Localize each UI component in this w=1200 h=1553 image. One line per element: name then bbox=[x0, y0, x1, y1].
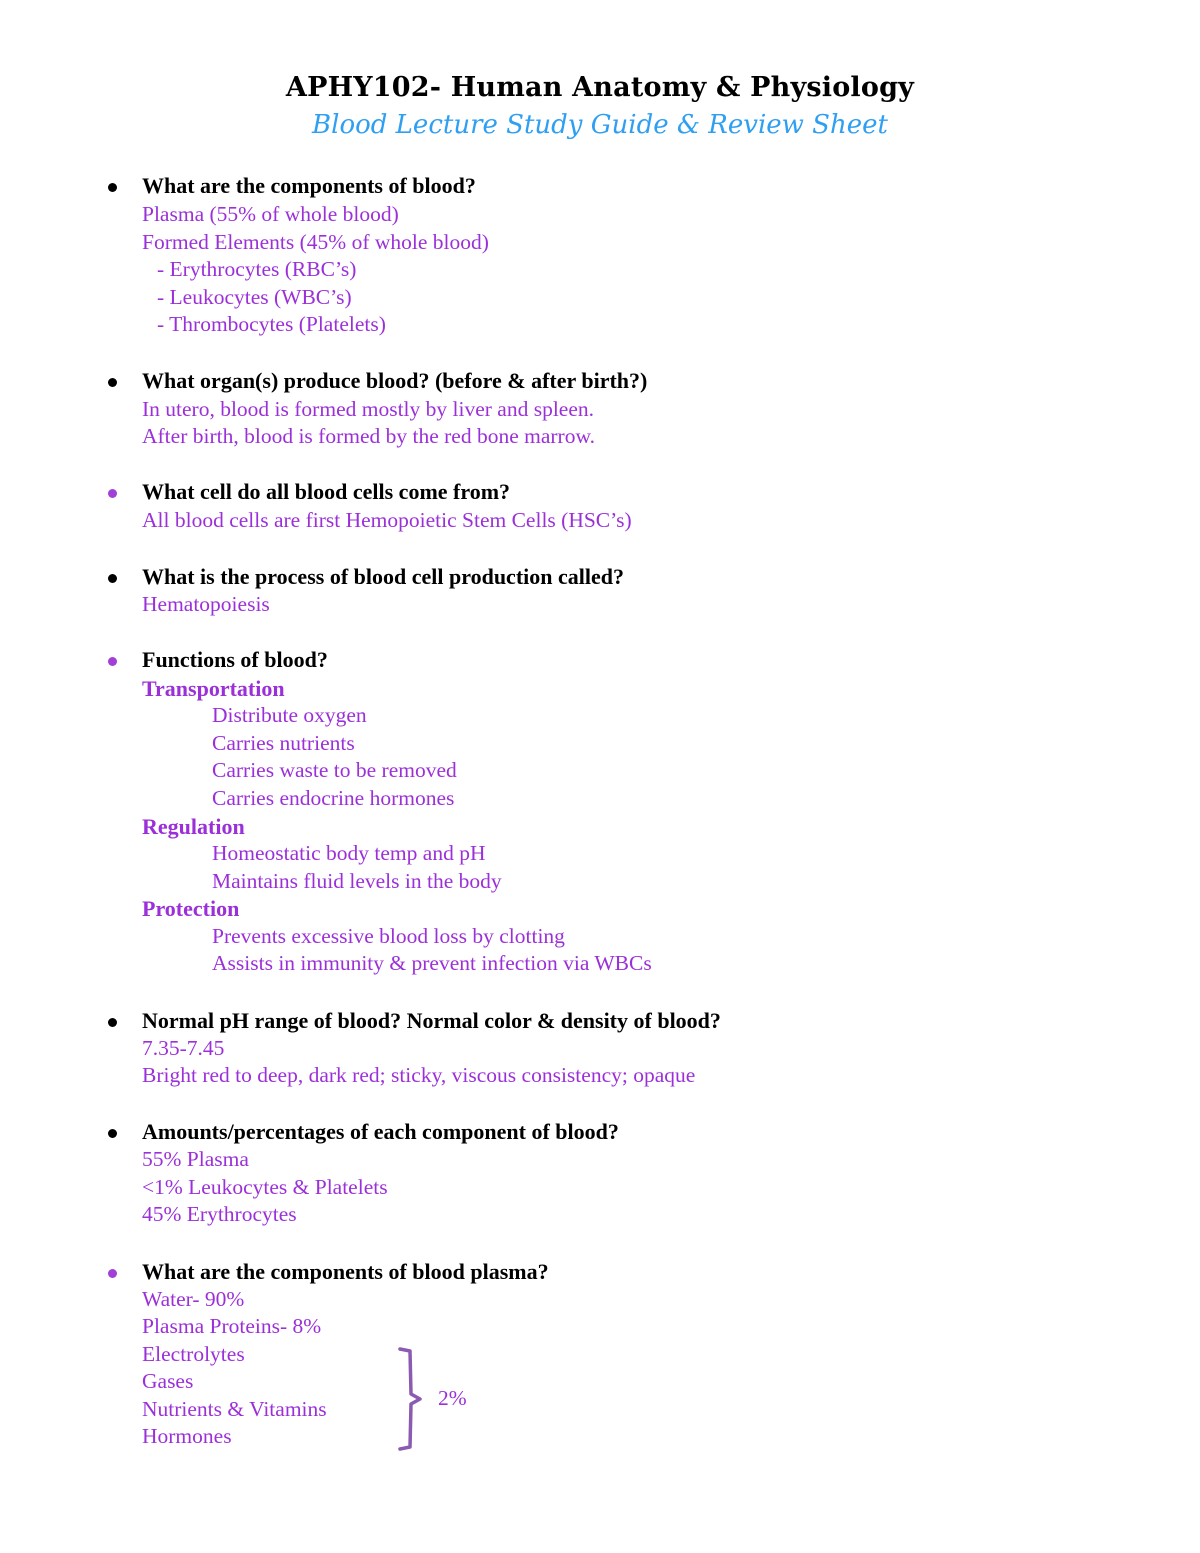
answer-line: Gases bbox=[142, 1369, 194, 1393]
bullet-icon bbox=[108, 183, 117, 192]
function-heading-protection: Protection bbox=[142, 896, 240, 921]
answer-line: In utero, blood is formed mostly by liver and spleen. bbox=[142, 397, 595, 421]
bullet-icon bbox=[108, 1269, 117, 1278]
question-2: What organ(s) produce blood? (before & after birth?) bbox=[142, 368, 648, 393]
answer-line: Carries endocrine hormones bbox=[212, 786, 455, 810]
bullet-icon bbox=[108, 574, 117, 583]
page-subtitle: Blood Lecture Study Guide & Review Sheet bbox=[312, 110, 888, 140]
answer-line: After birth, blood is formed by the red bone marrow. bbox=[142, 424, 595, 448]
answer-line: Carries nutrients bbox=[212, 731, 355, 755]
bullet-icon bbox=[108, 489, 117, 498]
answer-line: Maintains fluid levels in the body bbox=[212, 869, 502, 893]
answer-line: 7.35-7.45 bbox=[142, 1036, 225, 1060]
answer-line: - Thrombocytes (Platelets) bbox=[157, 312, 386, 336]
answer-line: Water- 90% bbox=[142, 1287, 245, 1311]
answer-line: Hematopoiesis bbox=[142, 592, 270, 616]
answer-line: 45% Erythrocytes bbox=[142, 1202, 297, 1226]
answer-line: Formed Elements (45% of whole blood) bbox=[142, 230, 489, 254]
function-heading-regulation: Regulation bbox=[142, 814, 245, 839]
bullet-icon bbox=[108, 378, 117, 387]
bullet-icon bbox=[108, 1018, 117, 1027]
answer-line: - Erythrocytes (RBC’s) bbox=[157, 257, 357, 281]
function-heading-transportation: Transportation bbox=[142, 676, 285, 701]
question-4: What is the process of blood cell production called? bbox=[142, 564, 624, 589]
question-5: Functions of blood? bbox=[142, 647, 328, 672]
bracket-icon bbox=[396, 1346, 436, 1452]
question-6: Normal pH range of blood? Normal color & density of blood? bbox=[142, 1008, 721, 1033]
bullet-icon bbox=[108, 1129, 117, 1138]
answer-line: Plasma Proteins- 8% bbox=[142, 1314, 322, 1338]
answer-line: Nutrients & Vitamins bbox=[142, 1397, 327, 1421]
answer-line: Homeostatic body temp and pH bbox=[212, 841, 486, 865]
answer-line: <1% Leukocytes & Platelets bbox=[142, 1175, 388, 1199]
answer-line: Carries waste to be removed bbox=[212, 758, 457, 782]
answer-line: Hormones bbox=[142, 1424, 232, 1448]
question-3: What cell do all blood cells come from? bbox=[142, 479, 511, 504]
answer-line: - Leukocytes (WBC’s) bbox=[157, 285, 352, 309]
page-title: APHY102- Human Anatomy & Physiology bbox=[285, 72, 915, 103]
question-8: What are the components of blood plasma? bbox=[142, 1259, 549, 1284]
bullet-icon bbox=[108, 657, 117, 666]
question-1: What are the components of blood? bbox=[142, 173, 476, 198]
answer-line: Bright red to deep, dark red; sticky, viscous consistency; opaque bbox=[142, 1063, 696, 1087]
question-7: Amounts/percentages of each component of blood? bbox=[142, 1119, 619, 1144]
answer-line: 55% Plasma bbox=[142, 1147, 249, 1171]
answer-line: Plasma (55% of whole blood) bbox=[142, 202, 399, 226]
answer-line: Prevents excessive blood loss by clotting bbox=[212, 924, 565, 948]
bracket-label: 2% bbox=[438, 1386, 467, 1410]
answer-line: All blood cells are first Hemopoietic Stem Cells (HSC’s) bbox=[142, 508, 632, 532]
answer-line: Electrolytes bbox=[142, 1342, 245, 1366]
answer-line: Distribute oxygen bbox=[212, 703, 367, 727]
answer-line: Assists in immunity & prevent infection via WBCs bbox=[212, 951, 652, 975]
